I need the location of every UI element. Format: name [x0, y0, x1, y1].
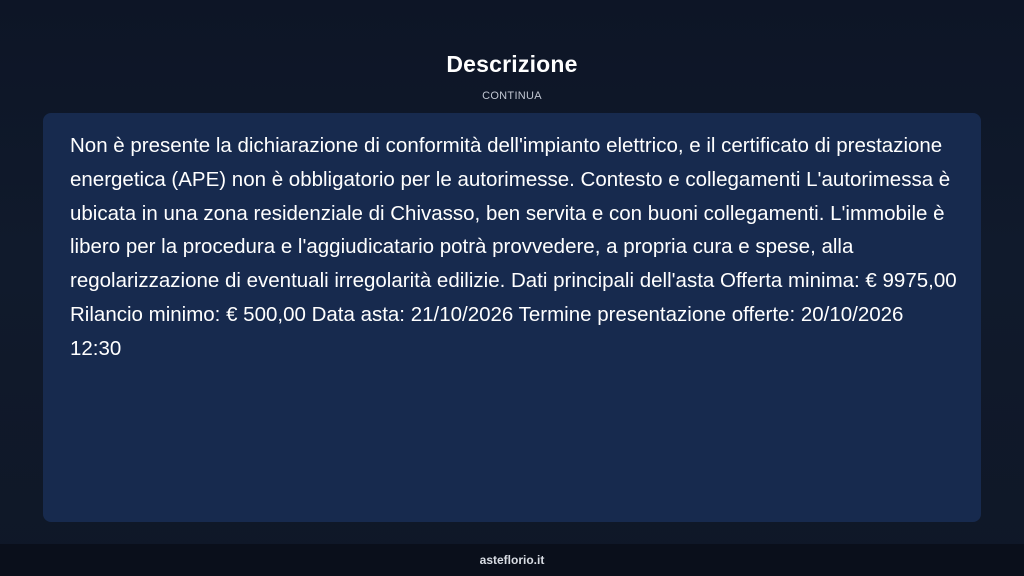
description-text: Non è presente la dichiarazione di conformità dell'impianto elettrico, e il certificato di prestazione energetica (APE) non è obbligatorio per le autorimesse. Contesto e collegamenti L'autorimessa è ubicata in una zona residenziale di Chivasso, ben servita e con buoni collegamenti. L'immobile è libero per la procedura e l'aggiudicatario potrà provvedere, a propria cura e spese, alla regolarizzazione di eventuali irregolarità edilizie. Dati principali dell'asta Offerta minima: € 9975,00 Rilancio minimo: € 500,00 Data asta: 21/10/2026 Termine presentazione offerte: 20/10/2026 12:30: [70, 134, 957, 360]
description-card: [43, 113, 981, 522]
continue-label: CONTINUA: [482, 90, 542, 102]
page-title: Descrizione: [446, 51, 578, 77]
footer-bar: [0, 544, 1024, 576]
footer-site-name: asteflorio.it: [479, 553, 545, 567]
page-header: [0, 50, 1024, 103]
